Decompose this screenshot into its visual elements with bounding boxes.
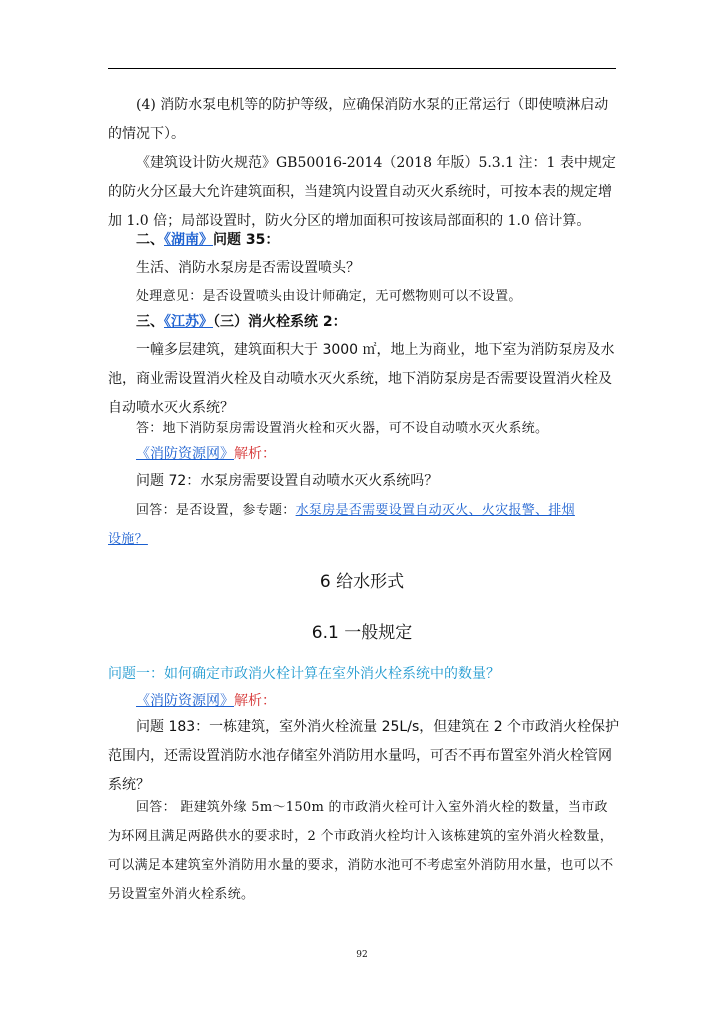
question-jiangsu: 一幢多层建筑，建筑面积大于 3000 ㎡，地上为商业，地下室为消防泵房及水池，商业需设置消火栓及自动喷水灭火系统，地下消防泵房是否需要设置消火栓及自动喷水灭火系统？	[108, 342, 615, 416]
question-183: 问题 183：一栋建筑，室外消火栓流量 25L/s，但建筑在 2 个市政消火栓保护范围内，还需设置消防水池存储室外消防用水量吗，可否不再布置室外消火栓管网系统？	[108, 719, 620, 793]
hunan-link[interactable]: 《湖南》	[164, 232, 213, 248]
heading-suffix: 问题 35：	[213, 232, 280, 248]
analysis-label: 解析：	[234, 693, 276, 709]
header-rule	[108, 68, 616, 69]
answer-72-prefix: 回答：是否设置，参专题：	[136, 503, 296, 518]
answer-183: 回答： 距建筑外缘 5m～150m 的市政消火栓可计入室外消火栓的数量，当市政为环网且满足两路供水的要求时，2 个市政消火栓均计入该栋建筑的室外消火栓数量，可以满足本建筑室外消防用水量的要求，消防水池可不考虑室外消防用水量，也可以不另设置室外消火栓系统。	[108, 800, 614, 902]
subsection-title: 6.1 一般规定	[311, 623, 413, 643]
heading-hunan-35	[108, 226, 620, 255]
question-72: 问题 72：水泵房需要设置自动喷水灭火系统吗？	[136, 473, 439, 489]
answer-72	[108, 496, 620, 554]
pump-room-topic-link[interactable]: 水泵房是否需要设置自动灭火、火灾报警、排烟	[295, 503, 575, 518]
question-one-title: 问题一：如何确定市政消火栓计算在室外消火栓系统中的数量？	[108, 666, 500, 682]
xfzy-heading-1	[108, 440, 620, 469]
answer-hunan-35: 处理意见：是否设置喷头由设计师确定，无可燃物则可以不设置。	[136, 289, 522, 304]
page-number: 92	[356, 950, 368, 960]
answer-jiangsu: 答：地下消防泵房需设置消火栓和灭火器，可不设自动喷水灭火系统。	[136, 421, 549, 436]
heading-prefix: 二、	[136, 232, 164, 248]
heading-prefix: 三、	[136, 314, 164, 330]
analysis-label: 解析：	[234, 446, 276, 462]
paragraph-gb50016: 《建筑设计防火规范》GB50016-2014（2018 年版）5.3.1 注：1 表中规定的防火分区最大允许建筑面积，当建筑内设置自动灭火系统时，可按本表的规定增加 1.0 倍；局部设置时，防火分区的增加面积可按该局部面积的 1.0 倍计算。	[108, 155, 616, 229]
xfzy-heading-2	[108, 687, 620, 716]
jiangsu-link[interactable]: 《江苏》	[164, 314, 213, 330]
xfzy-link[interactable]: 《消防资源网》	[136, 446, 234, 462]
xfzy-link[interactable]: 《消防资源网》	[136, 693, 234, 709]
paragraph-pump-protection: (4) 消防水泵电机等的防护等级，应确保消防水泵的正常运行（即使喷淋启动的情况下）。	[108, 97, 609, 142]
pump-room-topic-link-cont[interactable]: 设施？	[108, 532, 148, 547]
heading-jiangsu	[108, 308, 620, 337]
heading-suffix: （三）消火栓系统 2：	[213, 314, 347, 330]
section-title: 6 给水形式	[319, 572, 405, 592]
question-hunan-35: 生活、消防水泵房是否需设置喷头？	[136, 260, 360, 276]
